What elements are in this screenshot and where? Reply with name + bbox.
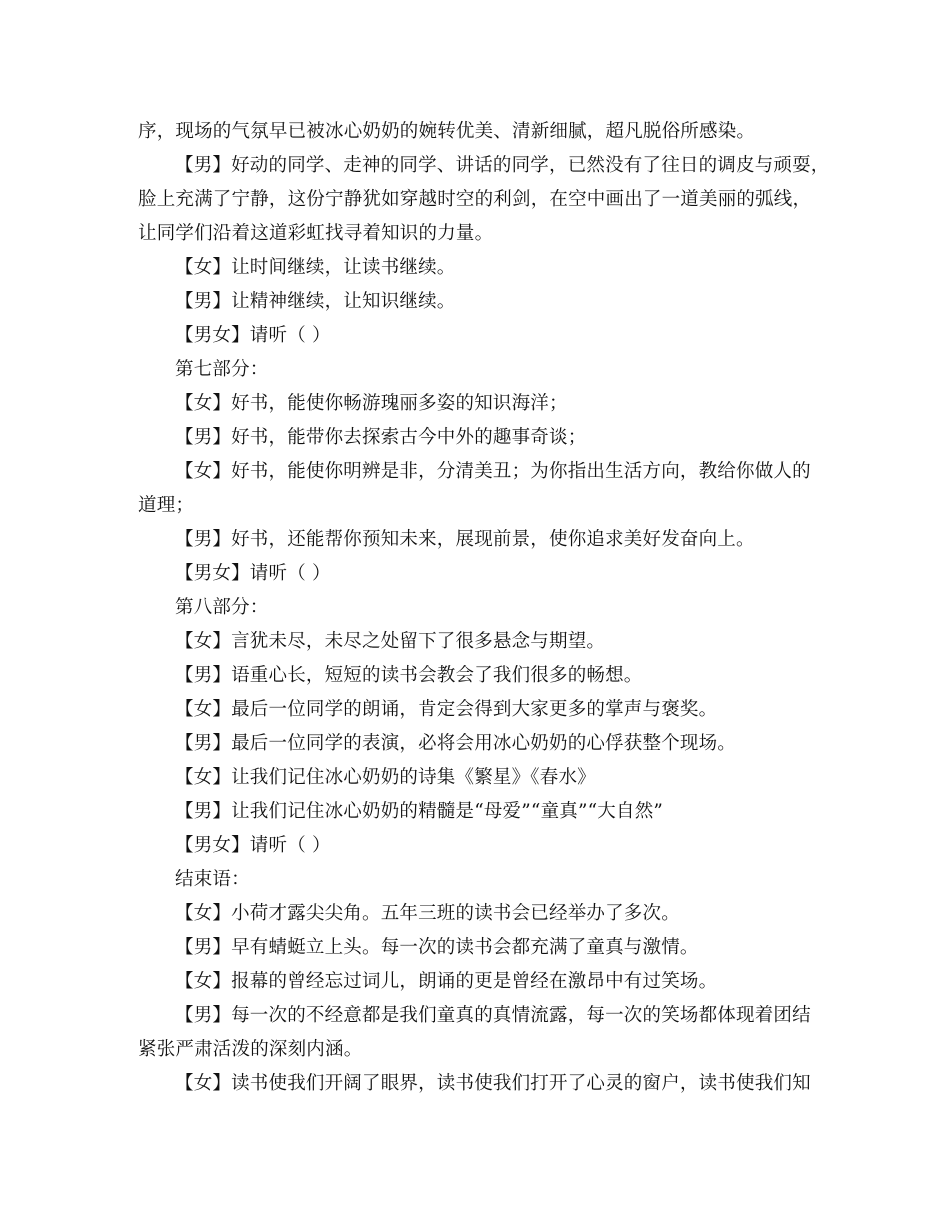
text-line: 【女】好书，能使你畅游瑰丽多姿的知识海洋； (175, 393, 568, 414)
section-heading: 第八部分： (175, 597, 269, 618)
text-line: 紧张严肃活泼的深刻内涵。 (138, 1039, 363, 1060)
text-line: 【女】读书使我们开阔了眼界，读书使我们打开了心灵的窗户，读书使我们知 (175, 1073, 811, 1094)
text-line: 【男】让精神继续，让知识继续。 (175, 291, 456, 312)
text-line: 【女】让我们记住冰心奶奶的诗集《繁星》《春水》 (175, 767, 596, 788)
text-line: 【男】好动的同学、走神的同学、讲话的同学，已然没有了往日的调皮与顽耍， (175, 155, 830, 176)
text-line: 【男】好书，能带你去探索古今中外的趣事奇谈； (175, 427, 587, 448)
text-line: 【男】语重心长，短短的读书会教会了我们很多的畅想。 (175, 665, 643, 686)
text-line: 【男】每一次的不经意都是我们童真的真情流露，每一次的笑场都体现着团结 (175, 1005, 811, 1026)
text-line: 【女】好书，能使你明辨是非，分清美丑；为你指出生活方向，教给你做人的 (175, 461, 811, 482)
text-line: 【女】最后一位同学的朗诵，肯定会得到大家更多的掌声与褒奖。 (175, 699, 718, 720)
section-heading: 第七部分： (175, 359, 269, 380)
text-line: 脸上充满了宁静，这份宁静犹如穿越时空的利剑，在空中画出了一道美丽的弧线， (138, 189, 812, 210)
text-line: 【男】最后一位同学的表演，必将会用冰心奶奶的心俘获整个现场。 (175, 733, 737, 754)
text-line: 【男女】请听（ ） (175, 325, 331, 346)
text-line: 【男女】请听（ ） (175, 835, 331, 856)
section-heading: 结束语： (175, 869, 250, 890)
text-line: 让同学们沿着这道彩虹找寻着知识的力量。 (138, 223, 494, 244)
text-line: 【女】言犹未尽，未尽之处留下了很多悬念与期望。 (175, 631, 606, 652)
text-line: 【男】早有蜻蜓立上头。每一次的读书会都充满了童真与激情。 (175, 937, 699, 958)
text-line: 【女】让时间继续，让读书继续。 (175, 257, 456, 278)
text-line: 【女】报幕的曾经忘过词儿，朗诵的更是曾经在激昂中有过笑场。 (175, 971, 718, 992)
text-line: 【女】小荷才露尖尖角。五年三班的读书会已经举办了多次。 (175, 903, 680, 924)
document-body (138, 115, 828, 1101)
text-line: 道理； (138, 495, 195, 516)
text-line: 【男】好书，还能帮你预知未来，展现前景，使你追求美好发奋向上。 (175, 529, 755, 550)
text-line: 【男】让我们记住冰心奶奶的精髓是“母爱”“童真”“大自然” (175, 801, 664, 822)
text-line: 【男女】请听（ ） (175, 563, 331, 584)
text-line: 序，现场的气氛早已被冰心奶奶的婉转优美、清新细腻，超凡脱俗所感染。 (138, 121, 756, 142)
